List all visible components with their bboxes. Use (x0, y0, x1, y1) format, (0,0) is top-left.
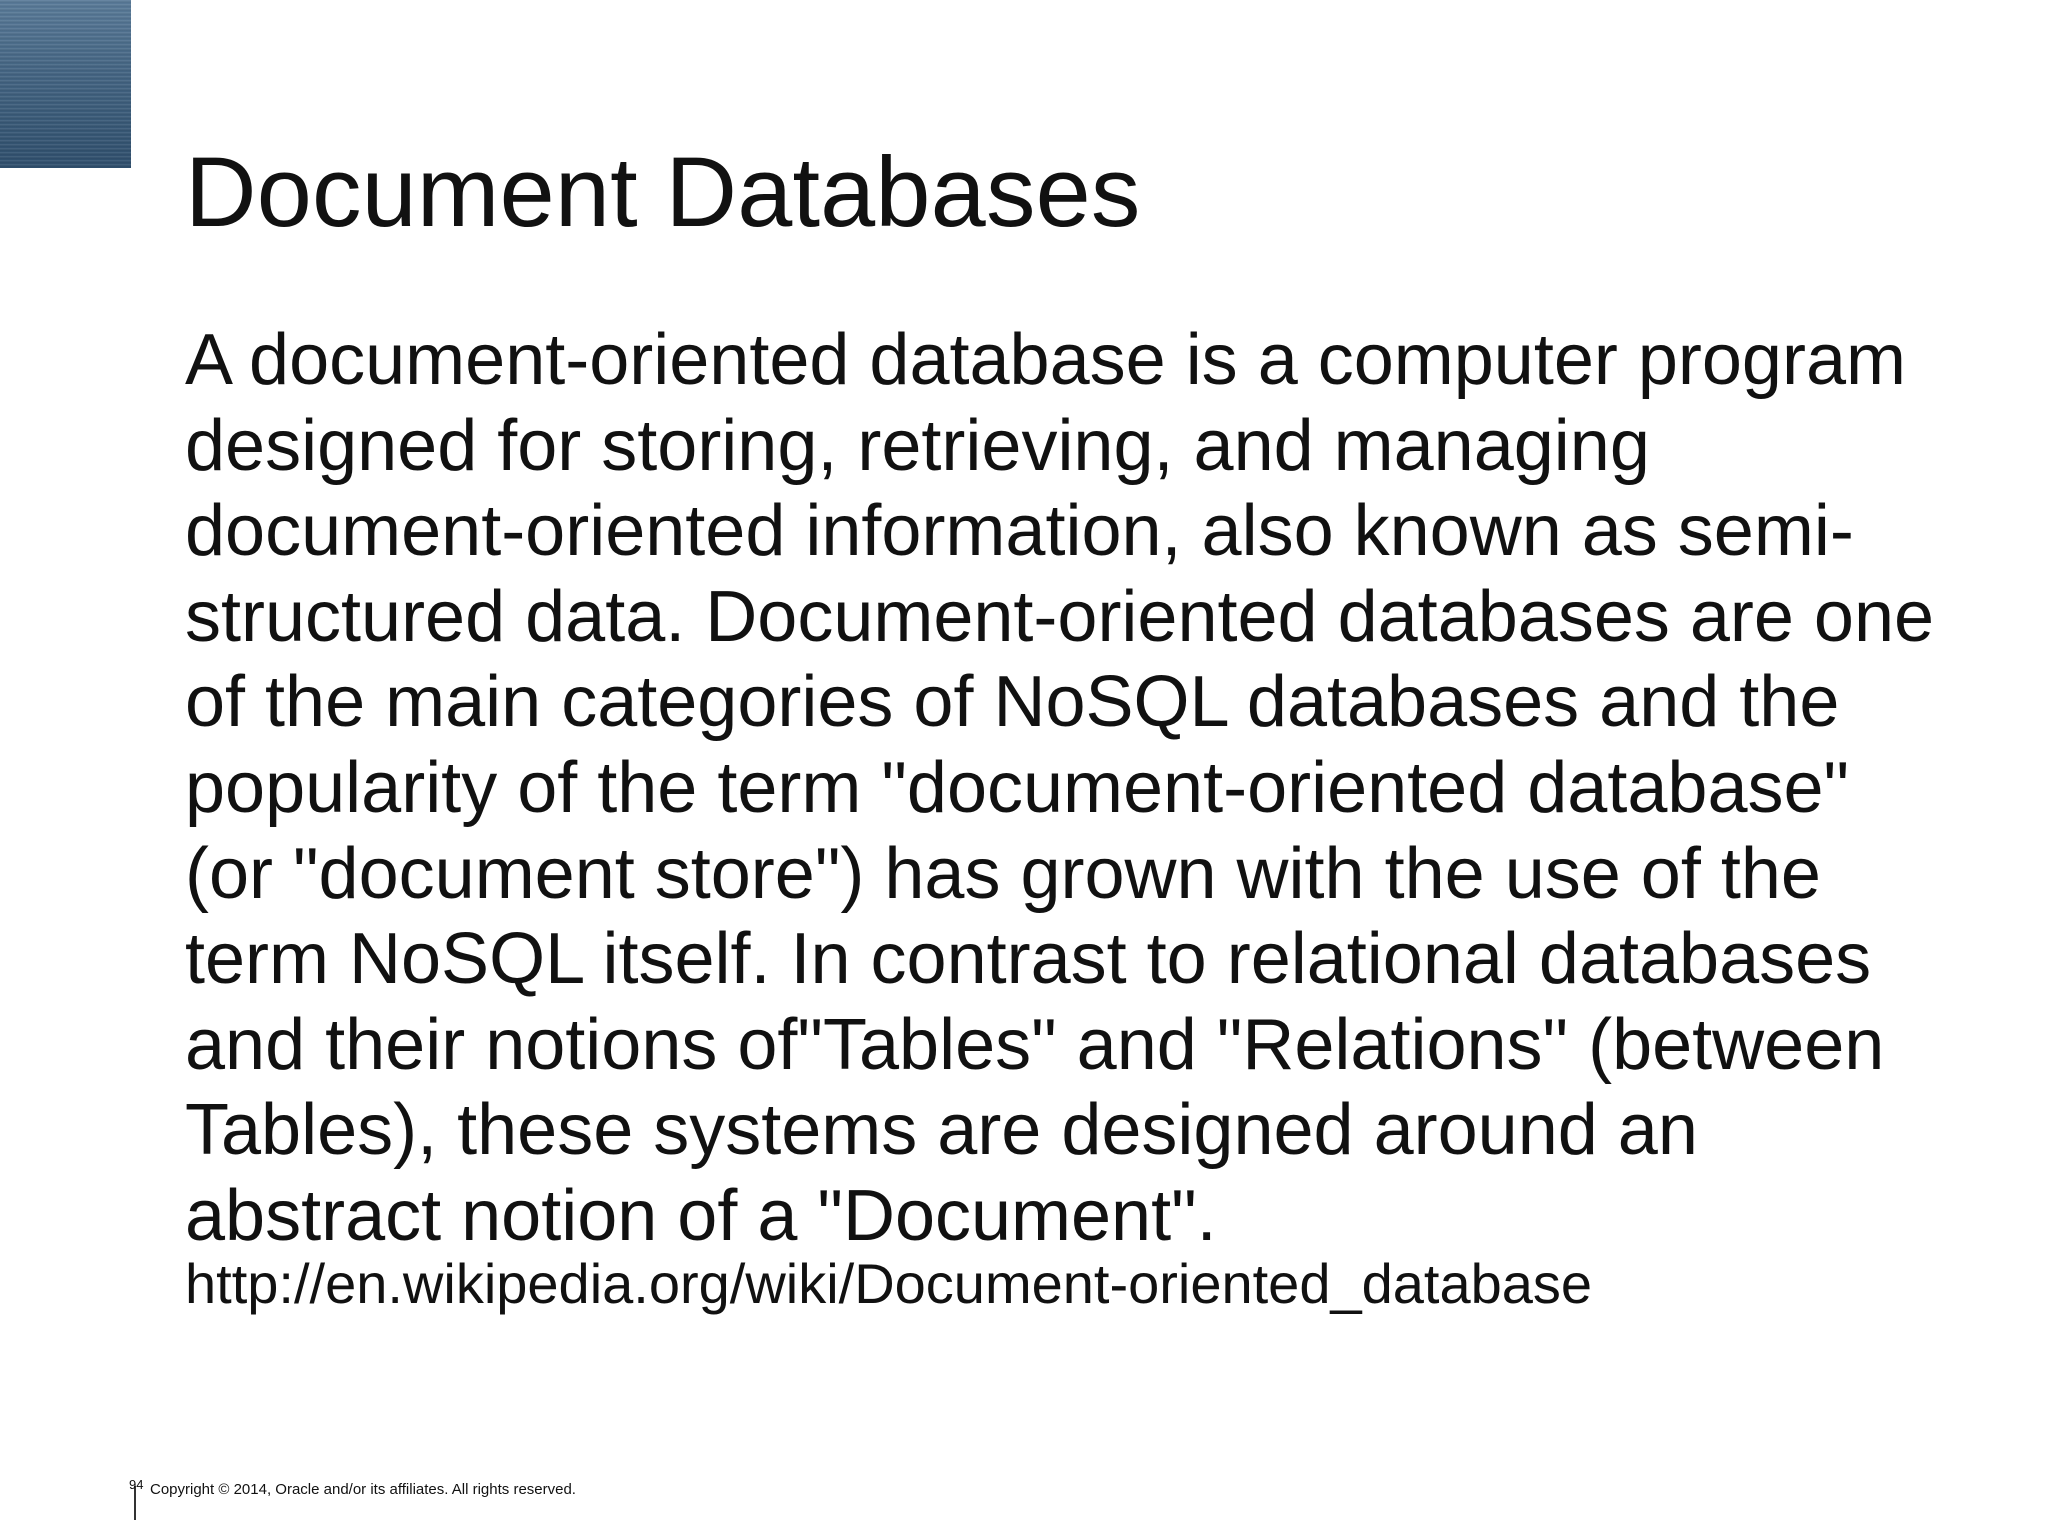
body-line: and their notions of"Tables" and "Relations" (between (185, 1004, 1885, 1085)
copyright-notice: Copyright © 2014, Oracle and/or its affiliates. All rights reserved. (150, 1481, 576, 1498)
body-line: structured data. Document-oriented databases are one (185, 576, 1935, 657)
source-url: http://en.wikipedia.org/wiki/Document-oriented_database (185, 1252, 1593, 1315)
body-line: of the main categories of NoSQL databases and the (185, 662, 1840, 743)
slide-body-text (185, 318, 2025, 1260)
body-line: designed for storing, retrieving, and managing (185, 405, 1650, 486)
slide-title: Document Databases (185, 136, 1141, 247)
page-number: 94 (129, 1477, 144, 1492)
body-line: Tables), these systems are designed around an (185, 1090, 1698, 1171)
body-line: abstract notion of a "Document". (185, 1175, 1217, 1256)
body-line: popularity of the term "document-oriented database" (185, 747, 1850, 828)
body-line: (or "document store") has grown with the use of the (185, 833, 1821, 914)
corner-decoration (0, 0, 131, 168)
body-line: A document-oriented database is a computer program (185, 320, 1906, 400)
body-line: term NoSQL itself. In contrast to relational databases (185, 919, 1872, 1000)
body-line: document-oriented information, also known as semi- (185, 491, 1854, 572)
